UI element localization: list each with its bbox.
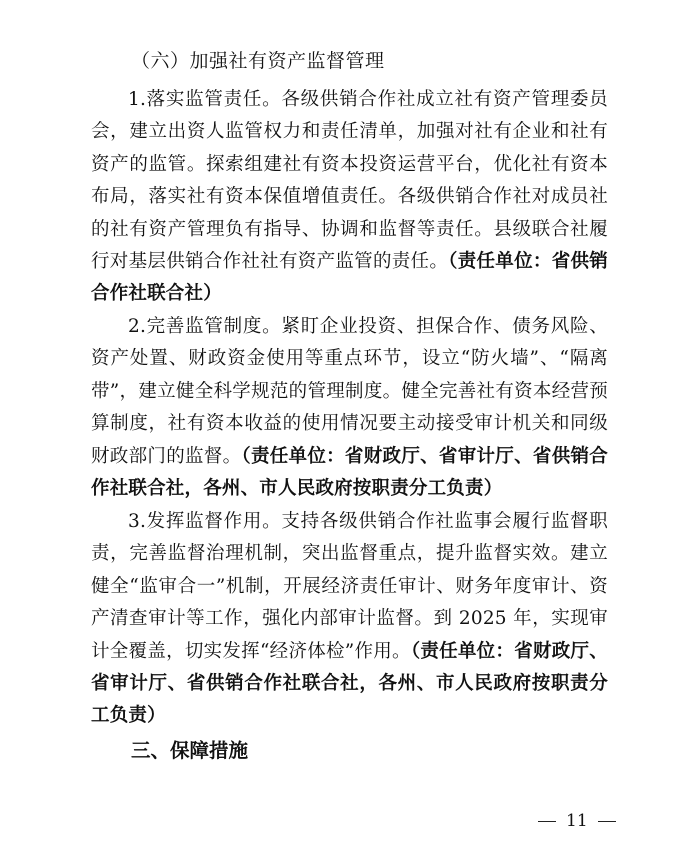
dash-right xyxy=(598,821,616,822)
responsibility-note: （责任单位：省财政厅、省审计厅、省供销合作社联合社，各州、市人民政府按职责分工负责） xyxy=(91,445,608,500)
page-number: 11 xyxy=(566,811,588,831)
responsibility-note: （责任单位：省供销合作社联合社） xyxy=(91,251,608,305)
paragraph-supervision-role xyxy=(91,506,608,733)
paragraph-body: 2.完善监管制度。紧盯企业投资、担保合作、债务风险、资产处置、财政资金使用等重点环节，设立“防火墙”、“隔离带”，建立健全科学规范的管理制度。健全完善社有资本经营预算制度，社有资本收益的使用情况要主动接受审计机关和同级财政部门的监督。 xyxy=(91,316,608,467)
page-number-footer xyxy=(528,808,626,834)
section-title: （六）加强社有资产监督管理 xyxy=(131,50,385,72)
paragraph-body: 3.发挥监督作用。支持各级供销合作社监事会履行监督职责，完善监督治理机制，突出监督重点，提升监督实效。建立健全“监审合一”机制，开展经济责任审计、财务年度审计、资产清查审计等工作，强化内部审计监督。到 2025 年，实现审计全覆盖，切实发挥“经济体检”作用。 xyxy=(91,511,608,662)
paragraph-body: 1.落实监管责任。各级供销合作社成立社有资产管理委员会，建立出资人监管权力和责任清单，加强对社有企业和社有资产的监管。探索组建社有资本投资运营平台，优化社有资本布局，落实社有资本保值增值责任。各级供销合作社对成员社的社有资产管理负有指导、协调和监督等责任。县级联合社履行对基层供销合作社社有资产监管的责任。 xyxy=(91,89,608,273)
dash-left xyxy=(538,821,556,822)
responsibility-note: （责任单位：省财政厅、省审计厅、省供销合作社联合社，各州、市人民政府按职责分工负责） xyxy=(91,640,608,727)
paragraph-supervision-responsibility xyxy=(91,84,608,311)
paragraph-supervision-system xyxy=(91,311,608,505)
next-section-heading: 三、保障措施 xyxy=(131,739,249,762)
